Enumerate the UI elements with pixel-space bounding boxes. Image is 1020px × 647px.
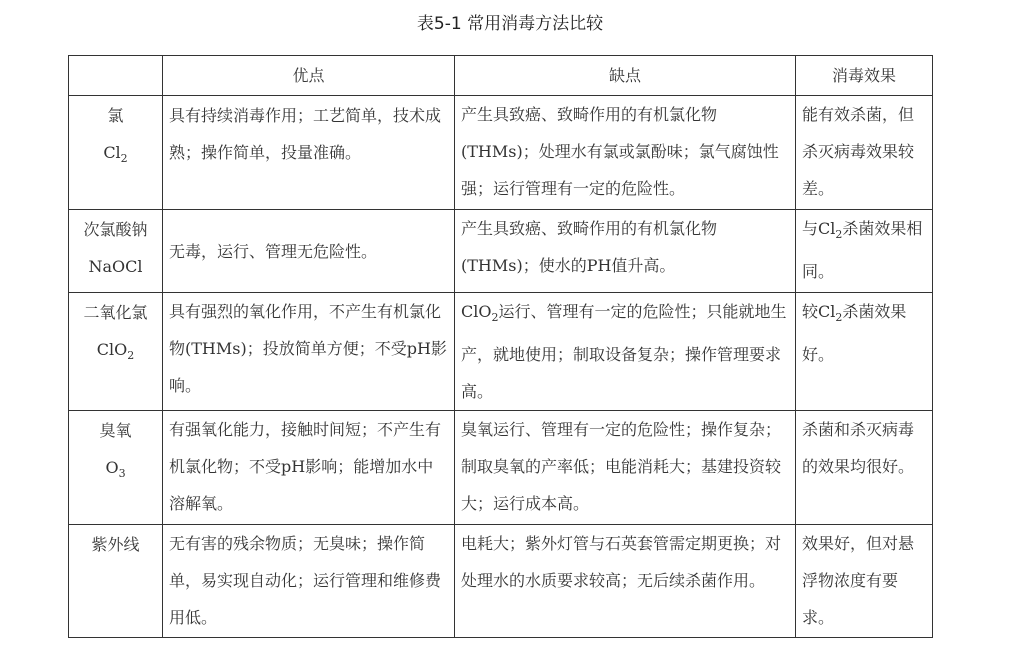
header-advantages: 优点 — [163, 56, 455, 96]
table-row — [69, 96, 933, 210]
disinfection-comparison-table — [68, 55, 933, 638]
disadvantages-cell: 电耗大；紫外灯管与石英套管需定期更换；对处理水的水质要求较高；无后续杀菌作用。 — [455, 525, 796, 638]
method-name: 次氯酸钠 — [83, 220, 148, 239]
effect-cell: 能有效杀菌，但杀灭病毒效果较差。 — [796, 96, 933, 210]
method-formula: NaOCl — [88, 257, 143, 276]
table-row — [69, 525, 933, 638]
method-name: 紫外线 — [91, 535, 140, 554]
disadvantages-cell: ClO$_2$运行、管理有一定的危险性；只能就地生产，就地使用；制取设备复杂；操作管理要求高。 — [455, 293, 796, 411]
header-name — [69, 56, 163, 96]
method-formula: ClO$_2$ — [96, 340, 135, 362]
header-disadvantages: 缺点 — [455, 56, 796, 96]
table-row — [69, 411, 933, 525]
advantages-cell: 无毒，运行、管理无危险性。 — [163, 210, 455, 293]
method-name-cell — [69, 96, 163, 210]
disadvantages-cell: 产生具致癌、致畸作用的有机氯化物(THMs)；使水的PH值升高。 — [455, 210, 796, 293]
advantages-cell: 具有强烈的氧化作用，不产生有机氯化物(THMs)；投放简单方便；不受pH影响。 — [163, 293, 455, 411]
method-name: 二氧化氯 — [83, 303, 148, 322]
effect-cell: 效果好，但对悬浮物浓度有要求。 — [796, 525, 933, 638]
header-row — [69, 56, 933, 96]
method-name-cell — [69, 210, 163, 293]
table-row — [69, 293, 933, 411]
effect-cell: 较$Cl_2$杀菌效果好。 — [796, 293, 933, 411]
disadvantages-cell: 产生具致癌、致畸作用的有机氯化物(THMs)；处理水有氯或氯酚味；氯气腐蚀性强；运行管理有一定的危险性。 — [455, 96, 796, 210]
table-row — [69, 210, 933, 293]
header-effect: 消毒效果 — [796, 56, 933, 96]
method-formula: $Cl_2$ — [103, 143, 128, 165]
disadvantages-cell: 臭氧运行、管理有一定的危险性；操作复杂；制取臭氧的产率低；电能消耗大；基建投资较大；运行成本高。 — [455, 411, 796, 525]
method-formula: $O_3$ — [105, 458, 126, 480]
advantages-cell: 具有持续消毒作用；工艺简单，技术成熟；操作简单，投量准确。 — [163, 96, 455, 210]
method-name: 氯 — [107, 106, 124, 125]
advantages-cell: 无有害的残余物质；无臭味；操作简单，易实现自动化；运行管理和维修费用低。 — [163, 525, 455, 638]
table-caption: 表5-1 常用消毒方法比较 — [416, 14, 604, 34]
advantages-cell: 有强氧化能力，接触时间短；不产生有机氯化物；不受pH影响；能增加水中溶解氧。 — [163, 411, 455, 525]
method-name: 臭氧 — [99, 421, 132, 440]
method-name-cell — [69, 293, 163, 411]
effect-cell: 杀菌和杀灭病毒的效果均很好。 — [796, 411, 933, 525]
method-name-cell — [69, 411, 163, 525]
method-name-cell — [69, 525, 163, 638]
effect-cell: 与$Cl_2$杀菌效果相同。 — [796, 210, 933, 293]
